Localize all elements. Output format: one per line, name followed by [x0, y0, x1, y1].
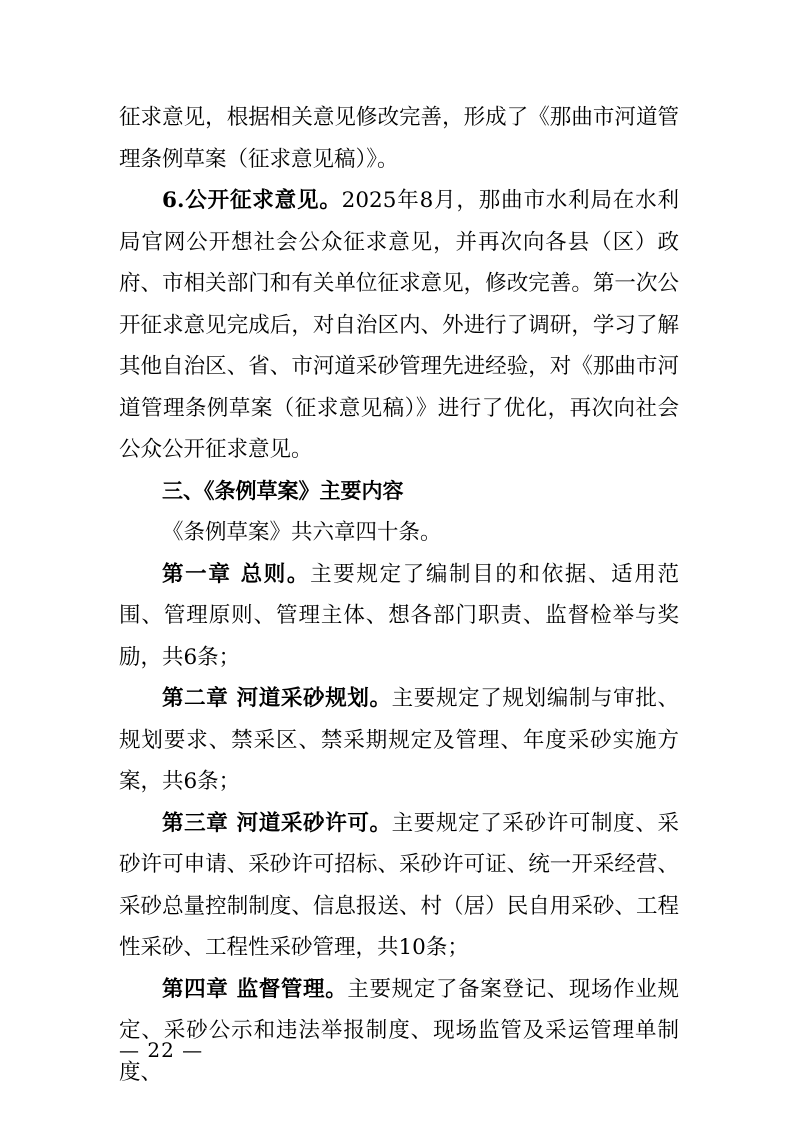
- section-heading: 三、《条例草案》主要内容: [162, 478, 404, 503]
- chapter-body: 主要规定了规划编制与审批、规划要求、禁采区、禁采期规定及管理、年度采砂实施方案，共6条；: [119, 686, 679, 794]
- page-number: — 22 —: [119, 1038, 204, 1062]
- paragraph-chapter-2: [119, 678, 679, 803]
- chapter-title: 第三章 河道采砂许可。: [162, 810, 392, 836]
- chapter-body: 主要规定了备案登记、现场作业规定、采砂公示和违法举报制度、现场监管及采运管理单制度、: [119, 976, 679, 1085]
- chapter-body: 主要规定了编制目的和依据、适用范围、管理原则、管理主体、想各部门职责、监督检举与奖励，共6条；: [119, 561, 679, 670]
- paragraph-chapter-4: [119, 969, 679, 1094]
- chapter-title: 第四章 监督管理。: [162, 976, 348, 1002]
- paragraph-summary: 《条例草案》共六章四十条。: [162, 520, 442, 545]
- chapter-title: 第一章 总则。: [162, 561, 311, 587]
- paragraph-lead: 6.公开征求意见。: [162, 188, 342, 213]
- paragraph-public-consultation: [119, 180, 679, 471]
- paragraph-continued: 征求意见，根据相关意见修改完善，形成了《那曲市河道管理条例草案（征求意见稿）》。: [119, 105, 679, 172]
- chapter-body: 主要规定了采砂许可制度、采砂许可申请、采砂许可招标、采砂许可证、统一开采经营、采砂总量控制制度、信息报送、村（居）民自用采砂、工程性采砂、工程性采砂管理，共10条；: [119, 810, 679, 960]
- paragraph-chapter-3: [119, 803, 679, 969]
- paragraph-chapter-1: [119, 554, 679, 679]
- body-text: [119, 97, 679, 1093]
- paragraph-body: 2025年8月，那曲市水利局在水利局官网公开想社会公众征求意见，并再次向各县（区）政府、市相关部门和有关单位征求意见，修改完善。第一次公开征求意见完成后，对自治区内、外进行了调研，学习了解其他自治区、省、市河道采砂管理先进经验，对《那曲市河道管理条例草案（征求意见稿）》进行了优化，再次向社会公众公开征求意见。: [119, 188, 679, 462]
- chapter-title: 第二章 河道采砂规划。: [162, 686, 392, 711]
